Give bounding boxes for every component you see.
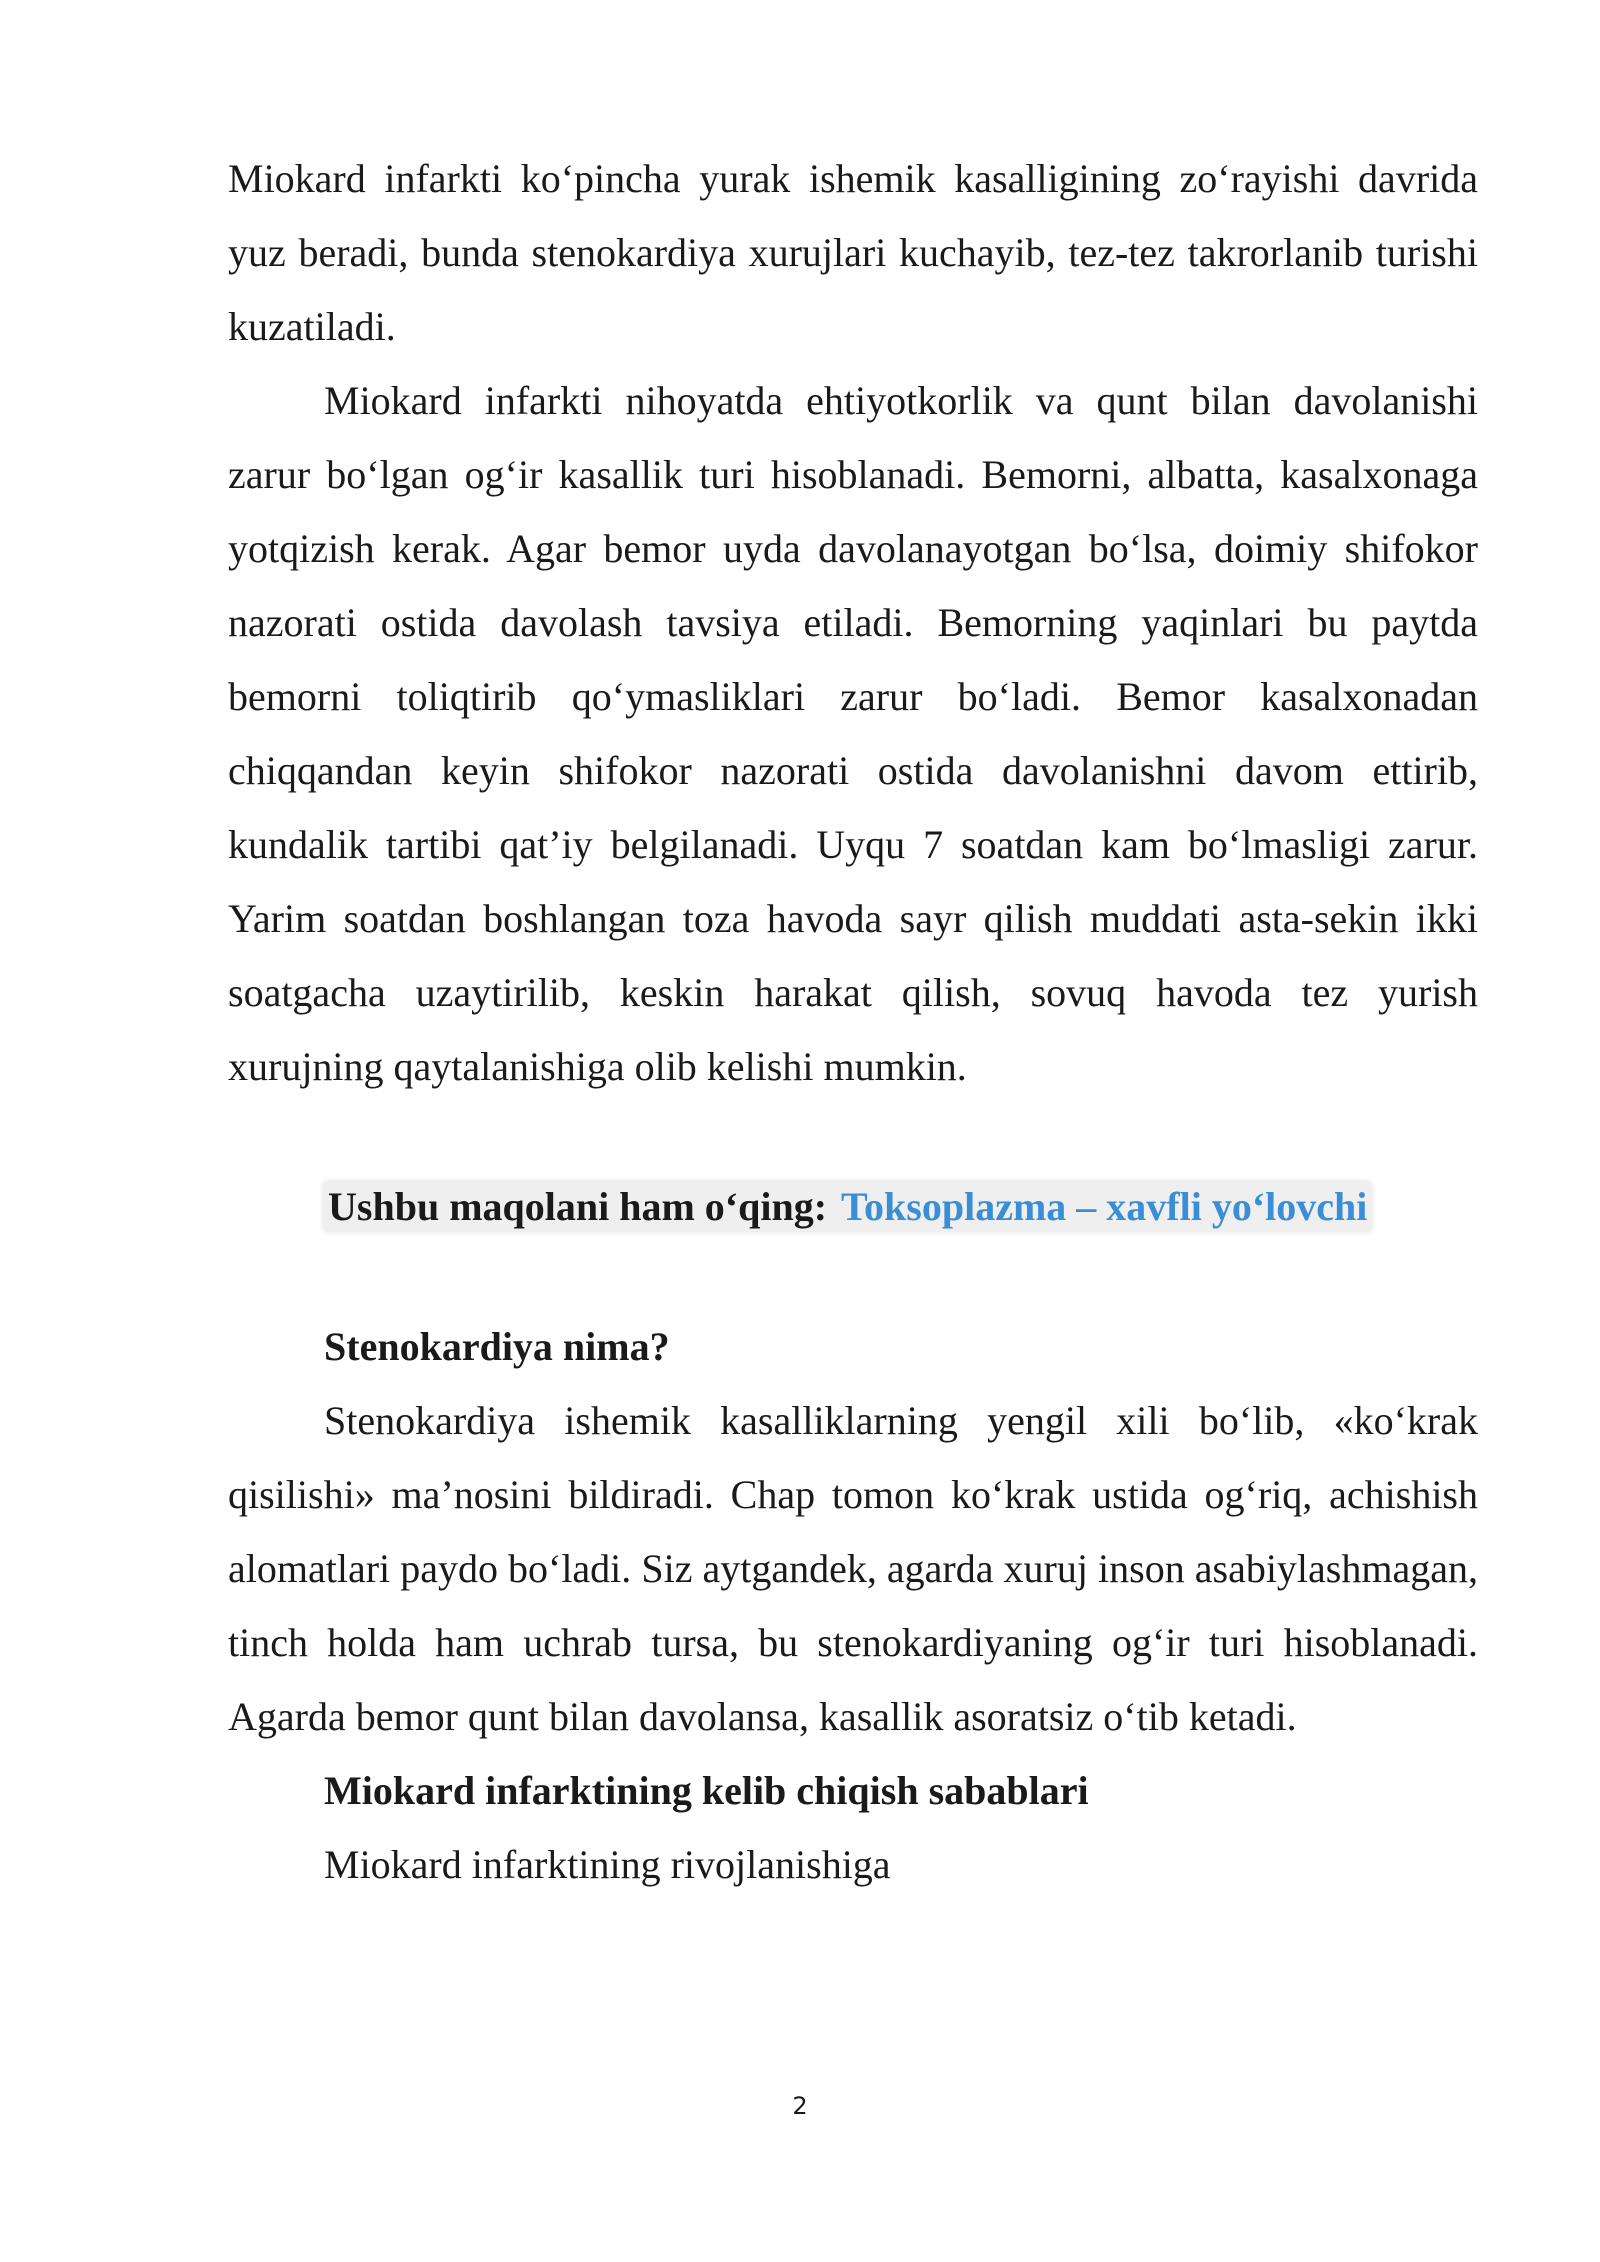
related-article-box <box>228 1170 1478 1244</box>
page-number: 2 <box>792 2092 808 2120</box>
section-heading-angina: Stenokardiya nima? <box>324 1324 670 1369</box>
paragraph-angina: Stenokardiya ishemik kasalliklarning yengil xili bo‘lib, «ko‘krak qisilishi» ma’nosini bildiradi. Chap tomon ko‘krak ustida og‘riq, achishish alomatlari paydo bo‘ladi. Siz aytgandek, agarda xuruj inson asabiylashmagan, tinch holda ham uchrab tursa, bu stenokardiyaning og‘ir turi hisoblanadi. Agarda bemor qunt bilan davolansa, kasallik asoratsiz o‘tib ketadi. <box>228 1398 1478 1739</box>
spacer <box>228 1104 1478 1170</box>
paragraph-infarct-intro: Miokard infarkti ko‘pincha yurak ishemik kasalligining zo‘rayishi davrida yuz beradi, bunda stenokardiya xurujlari kuchayib, tez-tez takrorlanib turishi kuzatiladi. <box>228 156 1478 349</box>
spacer <box>228 1244 1478 1310</box>
related-article-link[interactable]: Toksoplazma – xavfli yo‘lovchi <box>841 1184 1368 1229</box>
related-article-label: Ushbu maqolani ham o‘qing: <box>328 1184 828 1229</box>
paragraph-infarct-treatment: Miokard infarkti nihoyatda ehtiyotkorlik va qunt bilan davolanishi zarur bo‘lgan og‘ir kasallik turi hisoblanadi. Bemorni, albatta, kasalxonaga yotqizish kerak. Agar bemor uyda davolanayotgan bo‘lsa, doimiy shifokor nazorati ostida davolash tavsiya etiladi. Bemorning yaqinlari bu paytda bemorni toliqtirib qo‘ymasliklari zarur bo‘ladi. Bemor kasalxonadan chiqqandan keyin shifokor nazorati ostida davolanishni davom ettirib, kundalik tartibi qat’iy belgilanadi. Uyqu 7 soatdan kam bo‘lmasligi zarur. Yarim soatdan boshlangan toza havoda sayr qilish muddati asta-sekin ikki soatgacha uzaytirilib, keskin harakat qilish, sovuq havoda tez yurish xurujning qaytalanishiga olib kelishi mumkin. <box>228 378 1478 1089</box>
section-heading-causes: Miokard infarktining kelib chiqish sabablari <box>324 1768 1089 1813</box>
paragraph-causes: Miokard infarktining rivojlanishiga <box>324 1842 891 1887</box>
related-article-highlight <box>324 1182 1371 1231</box>
page-content <box>228 142 1478 1902</box>
